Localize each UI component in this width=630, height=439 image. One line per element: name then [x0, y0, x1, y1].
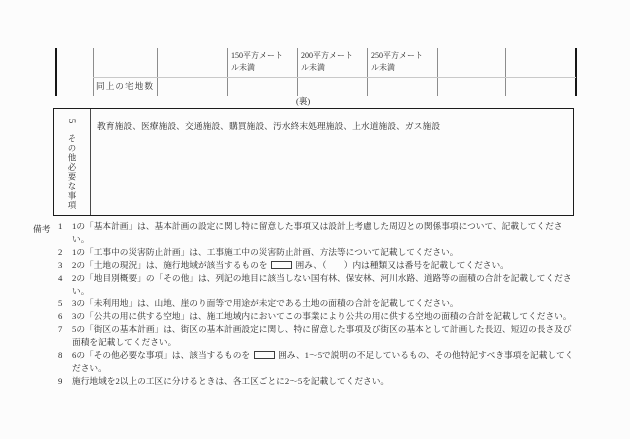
grid-vline — [157, 48, 158, 96]
note-number: 5 — [58, 298, 63, 309]
page-side-label: (裏) — [296, 96, 311, 106]
grid-vline — [505, 48, 506, 96]
grid-hline — [93, 77, 576, 78]
note-number: 2 — [58, 246, 63, 257]
note-number: 7 — [58, 324, 63, 335]
grid-vline — [90, 109, 91, 215]
note-item-3 — [58, 259, 578, 272]
note-item-7 — [58, 323, 578, 349]
table-header-under-250sqm: 250平方メートル未満 — [371, 51, 423, 72]
note-item-9 — [58, 375, 578, 388]
grid-vline — [437, 48, 438, 96]
note-item-1 — [58, 220, 578, 246]
note-text: 1の「基本計画」は、基本計画の設定に関し特に留意した事項又は設計上考慮した周辺との関係事項について、記載してください。 — [72, 221, 563, 244]
grid-vline-outer-right — [575, 48, 577, 96]
note-text: 5の「街区の基本計画」は、街区の基本計画設定に関し、特に留意した事項及び街区の基本として計画した長辺、短辺の長さ及び面積を記載してください。 — [72, 324, 572, 348]
grid-vline — [93, 48, 94, 96]
note-item-8 — [58, 349, 578, 375]
notes-heading: 備考 — [33, 224, 51, 234]
note-number: 8 — [58, 350, 63, 361]
note-number: 3 — [58, 259, 63, 270]
other-items-label: その他必要な事項 — [67, 134, 77, 210]
note-number: 4 — [58, 272, 63, 283]
note-item-4 — [58, 272, 578, 298]
grid-vline — [297, 48, 298, 96]
note-text-after-box: 囲み、1～5で説明の不足しているもの、その他特記すべき事項を記載してください。 — [72, 350, 574, 373]
grid-vline — [227, 48, 228, 96]
note-number: 6 — [58, 311, 63, 322]
circle-applicable-box-icon — [271, 261, 292, 269]
table-header-under-150sqm: 150平方メートル未満 — [231, 51, 283, 72]
note-item-2 — [58, 246, 578, 259]
note-text: 3の「未利用地」は、山地、崖のり面等で用途が未定である土地の面積の合計を記載してください。 — [72, 298, 459, 309]
note-item-5 — [58, 297, 578, 310]
note-text: 1の「工事中の災害防止計画」は、工事施工中の災害防止計画、方法等について記載してください。 — [72, 246, 459, 257]
grid-vline-outer-left — [55, 48, 57, 96]
note-number: 1 — [58, 221, 63, 231]
note-item-6 — [58, 310, 578, 323]
note-text-before-box: 2の「土地の現況」は、施行地域が該当するものを — [72, 259, 268, 270]
notes-list — [58, 220, 578, 388]
circle-applicable-box-icon — [254, 351, 275, 359]
note-text — [72, 349, 577, 375]
grid-vline — [367, 48, 368, 96]
note-text: 施行地域を2以上の工区に分けるときは、各工区ごとに2～5を記載してください。 — [72, 375, 390, 386]
table-row-label-same-lot-count: 同上の宅地数 — [96, 81, 155, 91]
note-number: 9 — [58, 375, 63, 386]
other-items-box — [53, 108, 574, 216]
note-text: 2の「地目別概要」の「その他」は、列記の地目に該当しない国有林、保安林、河川水路、道路等の面積の合計を記載してください。 — [72, 272, 572, 296]
table-header-under-200sqm: 200平方メートル未満 — [301, 51, 353, 72]
note-text: 3の「公共の用に供する空地」は、施工地域内においてこの事業により公共の用に供する空地の面積の合計を記載してください。 — [72, 311, 572, 322]
other-items-content: 教育施設、医療施設、交通施設、購買施設、汚水終末処理施設、上水道施設、ガス施設 — [97, 121, 441, 131]
other-items-number: 5 — [67, 118, 77, 124]
note-text-before-box: 6の「その他必要な事項」は、該当するものを — [72, 350, 251, 361]
note-text-after-box: 囲み、（ ）内は種類又は番号を記載してください。 — [295, 259, 509, 270]
note-text — [72, 259, 577, 272]
